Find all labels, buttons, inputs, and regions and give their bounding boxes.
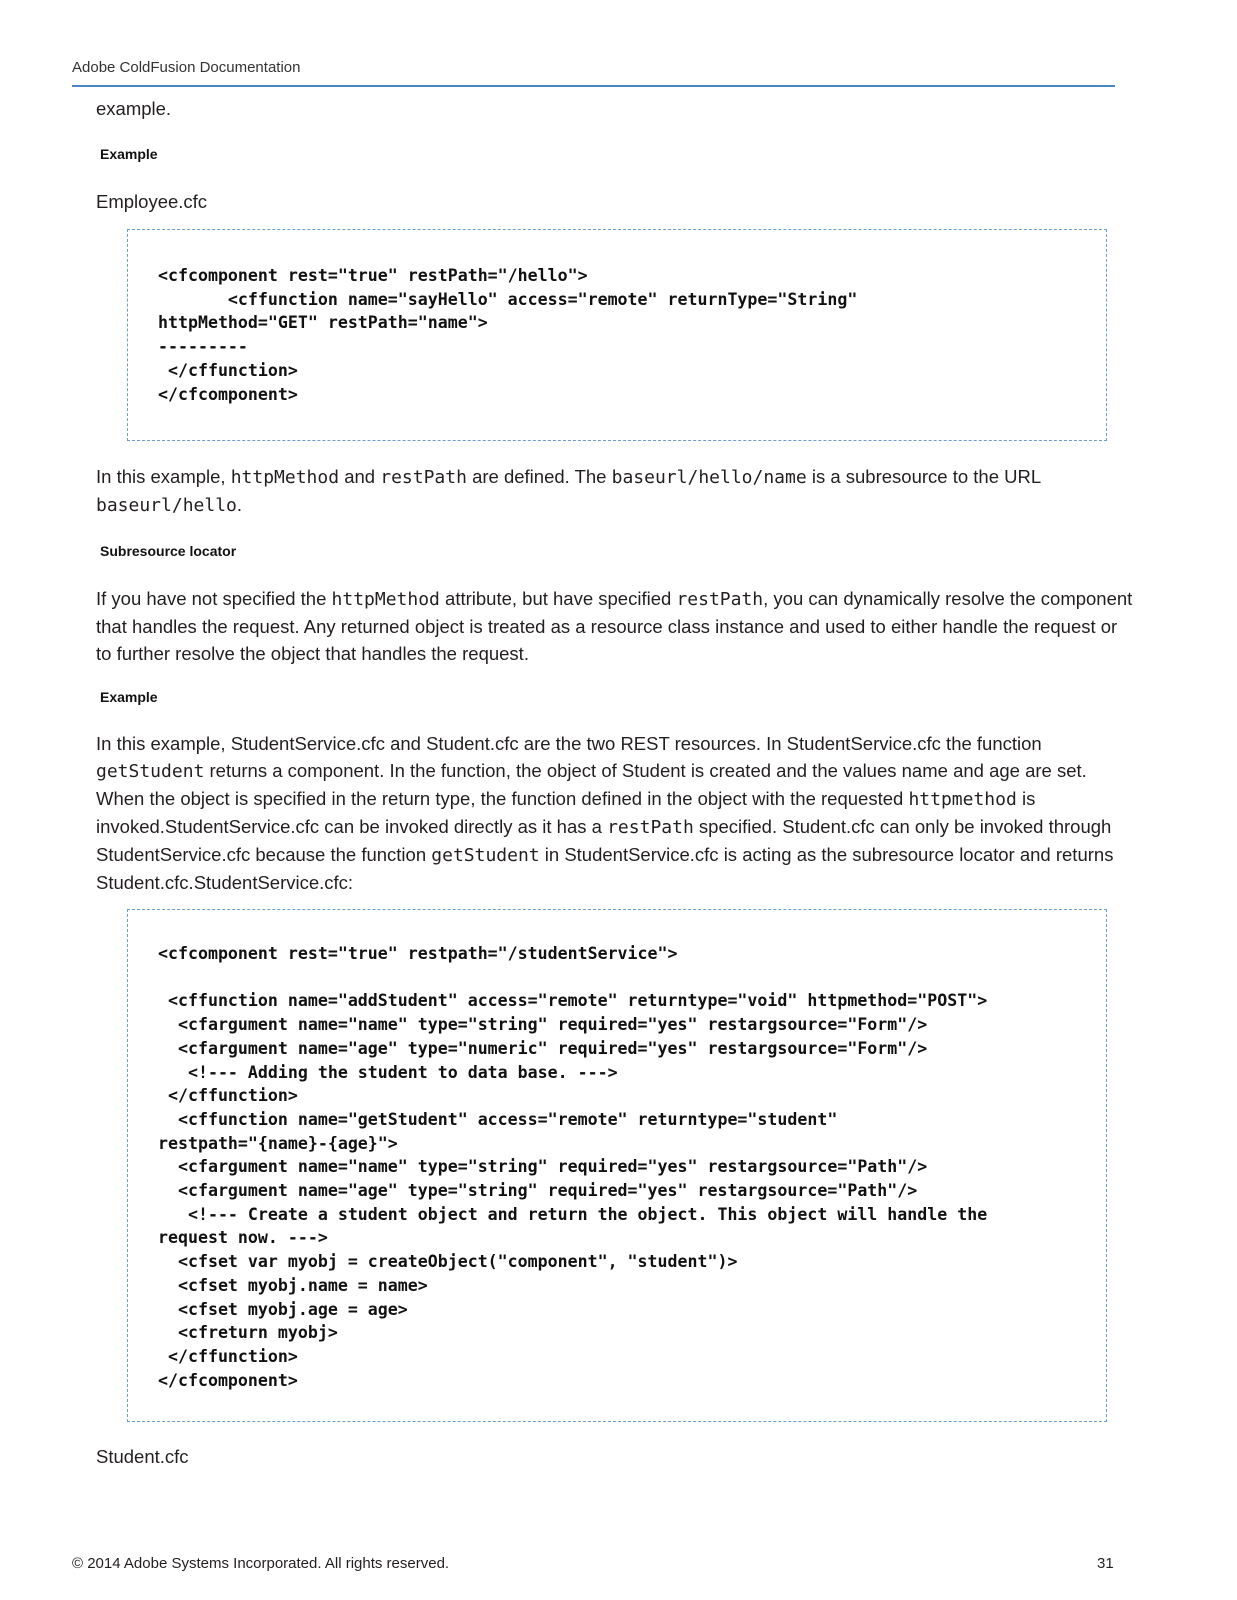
desc-code-restpath: restPath <box>380 467 467 488</box>
desc-text-5: . <box>236 494 243 515</box>
employee-filename: Employee.cfc <box>96 191 208 212</box>
employee-code: <cfcomponent rest="true" restPath="/hello"> <cffunction name="sayHello" access="remote" returnType="String" httpMethod="GET" restPath="name"> --------- </cffunction> </cfcomponent> <box>158 266 858 404</box>
subresource-locator-heading: Subresource locator <box>100 543 237 559</box>
student-code-getstudent-1: getStudent <box>96 761 205 782</box>
student-service-code: <cfcomponent rest="true" restpath="/studentService"> <cffunction name="addStudent" access="remote" returntype="void" httpmethod="POST"> <cfargument name="name" type="string" required="yes" restargsource="Form"/> <cfargument name="age" type="numeric" required="yes" restargsource="Form"/> <!--- Adding the student to data base. ---> </cffunction> <cffunction name="getStudent" access="remote" returntype="student" restpath="{name}-{age}"> <cfargument name="name" type="string" required="yes" restargsource="Path"/> <cfargument name="age" type="string" required="yes" restargsource="Path"/> <!--- Create a student object and return the object. This object will handle the request now. ---> <cfset var myobj = createObject("component", "student")> <cfset myobj.name = name> <cfset myobj.age = age> <cfreturn myobj> </cffunction> </cfcomponent> <box>158 944 988 1390</box>
employee-code-block <box>127 229 1107 441</box>
student-service-code-block <box>127 909 1107 1422</box>
subresource-locator-paragraph <box>96 585 1136 667</box>
example-heading-1: Example <box>100 146 158 162</box>
student-service-paragraph <box>96 730 1136 896</box>
student-code-getstudent-2: getStudent <box>431 845 540 866</box>
document-header: Adobe ColdFusion Documentation <box>72 59 301 76</box>
locator-text-2: attribute, but have specified <box>439 588 677 609</box>
example-heading-2: Example <box>100 689 158 705</box>
desc-code-base-url: baseurl/hello <box>96 495 237 516</box>
desc-code-httpmethod: httpMethod <box>230 467 340 488</box>
student-code-restpath: restPath <box>607 817 694 838</box>
footer-page-number: 31 <box>1097 1555 1114 1572</box>
student-text-3: is invoked.StudentService.cfc can be invoked directly as it has a <box>96 788 1036 837</box>
locator-code-httpmethod: httpMethod <box>331 589 440 610</box>
desc-text-3: are defined. The <box>466 466 612 487</box>
footer-copyright: © 2014 Adobe Systems Incorporated. All rights reserved. <box>72 1555 450 1572</box>
student-text-4: specified. Student.cfc can only be invoked through StudentService.cfc because the function <box>96 816 1112 865</box>
student-code-httpmethod: httpmethod <box>908 789 1017 810</box>
locator-code-restpath: restPath <box>676 589 764 610</box>
desc-text-2: and <box>339 466 381 487</box>
student-text-1: In this example, StudentService.cfc and Student.cfc are the two REST resources. In StudentService.cfc the function <box>96 733 1042 754</box>
header-rule <box>72 85 1115 87</box>
intro-tail-text: example. <box>96 98 172 119</box>
employee-description <box>96 463 1136 519</box>
desc-code-subresource-url: baseurl/hello/name <box>611 467 807 488</box>
locator-text-3: , you can dynamically resolve the component that handles the request. Any returned object is treated as a resource class instance and used to either handle the request or to further resolve the object that handles the request. <box>96 588 1133 664</box>
student-text-2: returns a component. In the function, the object of Student is created and the values name and age are set. When the object is specified in the return type, the function defined in the object with the requested <box>96 760 1087 809</box>
student-filename: Student.cfc <box>96 1446 189 1467</box>
student-text-5: in StudentService.cfc is acting as the subresource locator and returns Student.cfc.StudentService.cfc: <box>96 844 1114 893</box>
desc-text-4: is a subresource to the URL <box>806 466 1041 487</box>
desc-text-1: In this example, <box>96 466 231 487</box>
locator-text-1: If you have not specified the <box>96 588 332 609</box>
